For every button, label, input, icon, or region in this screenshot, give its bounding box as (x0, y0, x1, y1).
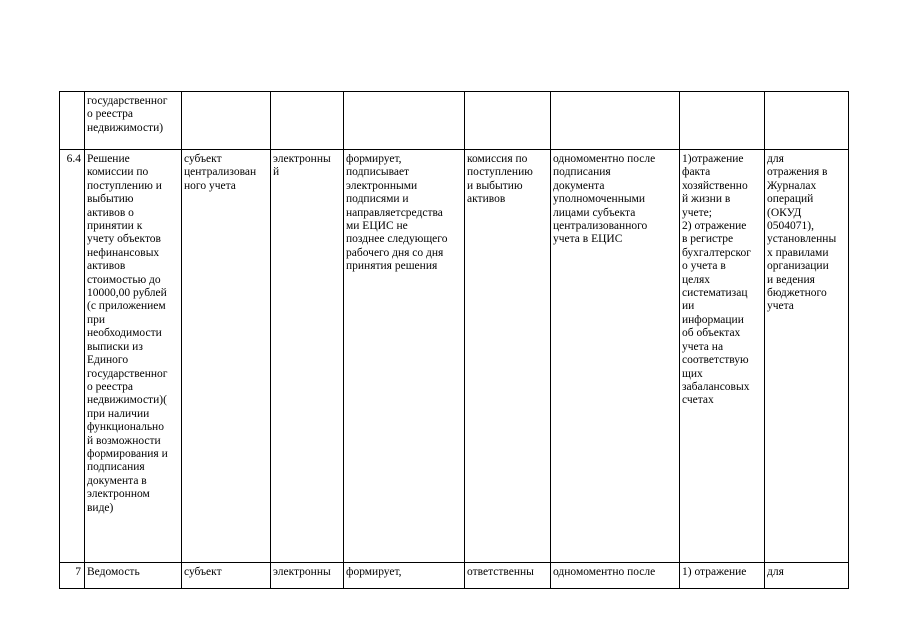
responsible-cell: комиссия по поступлению и выбытию активов (465, 150, 551, 563)
usage-cell (765, 92, 849, 150)
row-number (60, 92, 85, 150)
originator-cell: субъект (182, 563, 271, 589)
format-cell: электронны (271, 563, 344, 589)
purpose-cell (680, 92, 765, 150)
purpose-cell: 1)отражение факта хозяйственно й жизни в учете; 2) отражение в регистре бухгалтерског о учета в целях систематизац ии информации об объектах учета на соответствую щих забалансовых счетах (680, 150, 765, 563)
usage-cell: для отражения в Журналах операций (ОКУД 0504071), установленны х правилами организации и ведения бюджетного учета (765, 150, 849, 563)
responsible-cell (465, 92, 551, 150)
format-cell: электронны й (271, 150, 344, 563)
document-name-cell: государственног о реестра недвижимости) (85, 92, 182, 150)
row-number: 7 (60, 563, 85, 589)
document-table (59, 91, 849, 589)
deadline-cell: одномоментно после (551, 563, 680, 589)
deadline-cell (551, 92, 680, 150)
table-row (60, 563, 849, 589)
originator-cell (182, 92, 271, 150)
procedure-cell: формирует, подписывает электронными подписями и направляетсредства ми ЕЦИС не позднее следующего рабочего дня со дня принятия решения (344, 150, 465, 563)
document-name-cell: Ведомость (85, 563, 182, 589)
purpose-cell: 1) отражение (680, 563, 765, 589)
usage-cell: для (765, 563, 849, 589)
table-row (60, 150, 849, 563)
document-name-cell: Решение комиссии по поступлению и выбытию активов о принятии к учету объектов нефинансовых активов стоимостью до 10000,00 рублей (с приложением при необходимости выписки из Единого государственног о реестра недвижимости)( при наличии функционально й возможности формирования и подписания документа в электронном виде) (85, 150, 182, 563)
table-row (60, 92, 849, 150)
format-cell (271, 92, 344, 150)
responsible-cell: ответственны (465, 563, 551, 589)
row-number: 6.4 (60, 150, 85, 563)
procedure-cell (344, 92, 465, 150)
procedure-cell: формирует, (344, 563, 465, 589)
deadline-cell: одномоментно после подписания документа уполномоченными лицами субъекта централизованного учета в ЕЦИС (551, 150, 680, 563)
originator-cell: субъект централизован ного учета (182, 150, 271, 563)
